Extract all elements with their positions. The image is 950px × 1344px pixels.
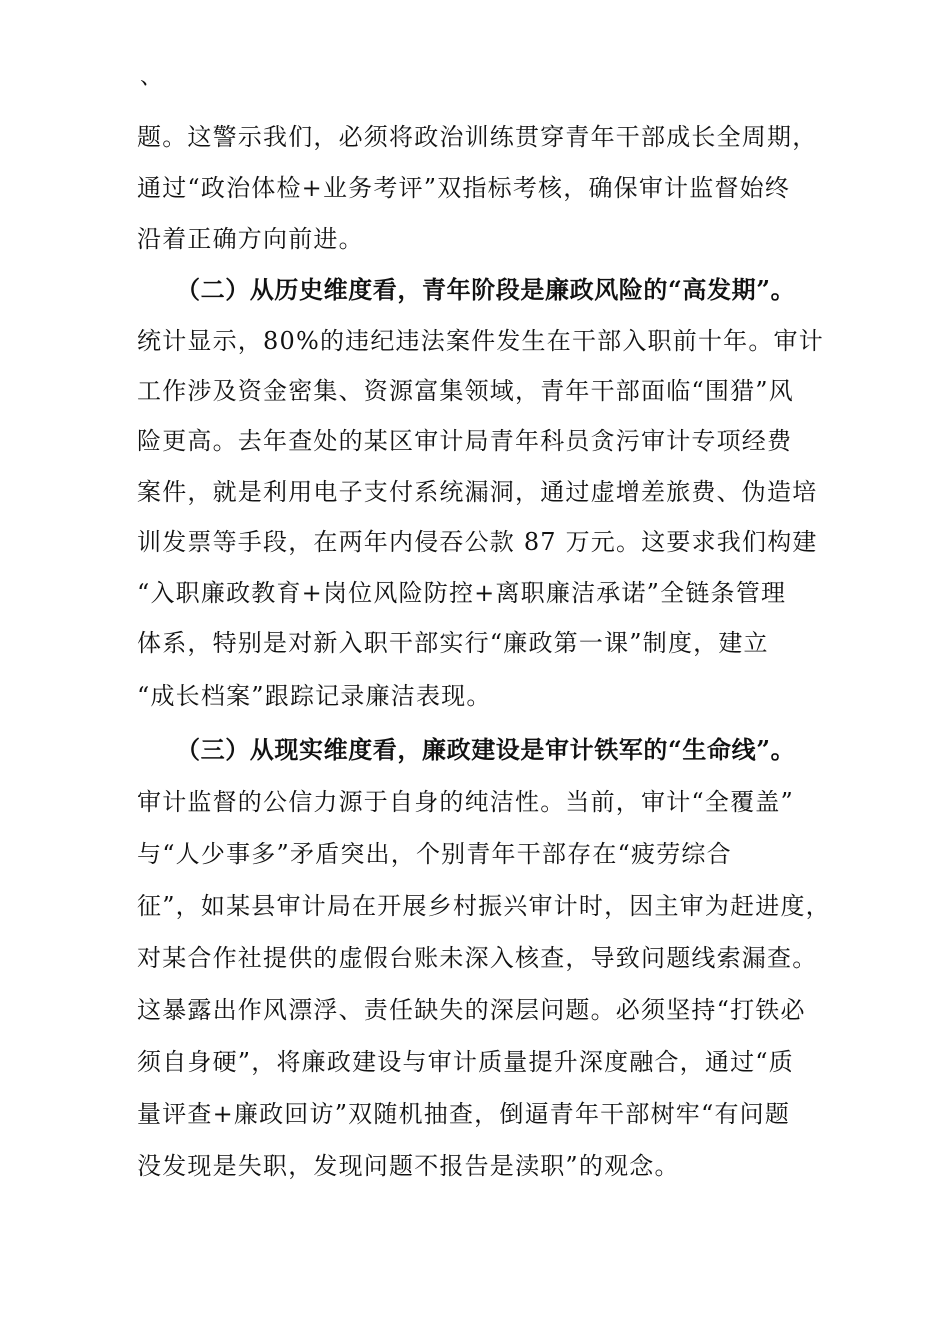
section-heading-2: （二）从历史维度看，青年阶段是廉政风险的“高发期”。 (176, 275, 796, 304)
stray-mark: 、 (140, 65, 163, 90)
body-line: 险更高。去年查处的某区审计局青年科员贪污审计专项经费 (137, 427, 793, 455)
section-heading-3: （三）从现实维度看，廉政建设是审计铁军的“生命线”。 (176, 735, 796, 764)
body-line: 题。这警示我们，必须将政治训练贯穿青年干部成长全周期， (137, 123, 818, 151)
body-line: 征”，如某县审计局在开展乡村振兴审计时，因主审为赶进度， (137, 892, 831, 920)
body-line: 须自身硬”，将廉政建设与审计质量提升深度融合，通过“质 (137, 1048, 794, 1076)
body-line: 案件，就是利用电子支付系统漏洞，通过虚增差旅费、伪造培 (137, 478, 818, 506)
body-line: 与“人少事多”矛盾突出，个别青年干部存在“疲劳综合 (137, 840, 732, 868)
body-line: 通过“政治体检+业务考评”双指标考核，确保审计监督始终 (137, 174, 791, 202)
body-line: “入职廉政教育+岗位风险防控+离职廉洁承诺”全链条管理 (137, 579, 787, 607)
body-line: 对某合作社提供的虚假台账未深入核查，导致问题线索漏查。 (137, 944, 818, 972)
body-line: “成长档案”跟踪记录廉洁表现。 (137, 682, 492, 710)
body-line: 沿着正确方向前进。 (137, 225, 364, 253)
body-line: 训发票等手段，在两年内侵吞公款 87 万元。这要求我们构建 (137, 528, 818, 556)
body-line: 这暴露出作风漂浮、责任缺失的深层问题。必须坚持“打铁必 (137, 996, 806, 1024)
body-line: 工作涉及资金密集、资源富集领域，青年干部面临“围猎”风 (137, 377, 794, 405)
body-line: 没发现是失职，发现问题不报告是渎职”的观念。 (137, 1152, 680, 1180)
body-line: 审计监督的公信力源于自身的纯洁性。当前，审计“全覆盖” (137, 788, 794, 816)
body-line: 体系，特别是对新入职干部实行“廉政第一课”制度，建立 (137, 629, 769, 657)
body-line: 量评查+廉政回访”双随机抽查，倒逼青年干部树牢“有问题 (137, 1100, 791, 1128)
body-line: 统计显示，80%的违纪违法案件发生在干部入职前十年。审计 (137, 327, 824, 355)
